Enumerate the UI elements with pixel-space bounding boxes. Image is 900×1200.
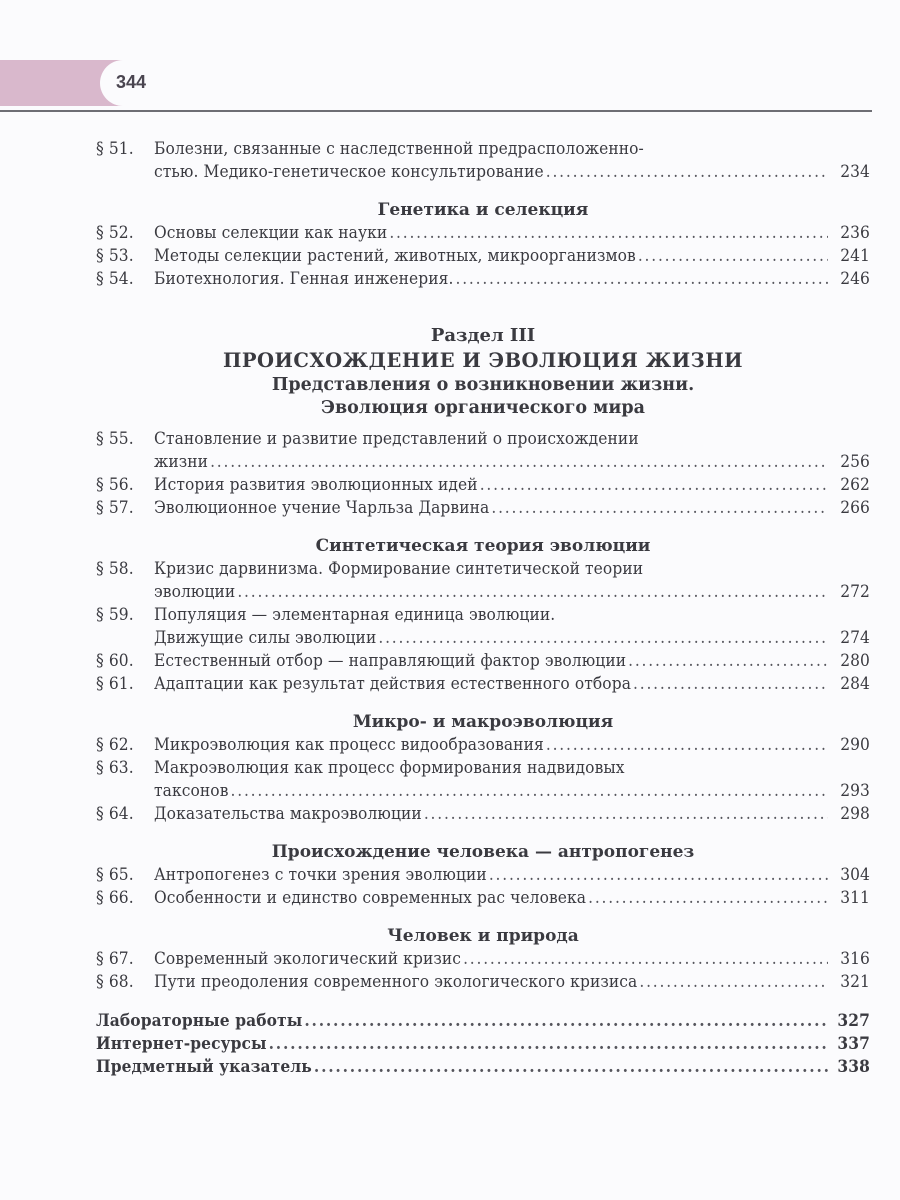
entry-line [154,734,870,757]
entry-body [154,971,870,994]
dot-leader [480,474,828,497]
dot-leader [463,948,828,971]
entry-body [154,604,870,650]
section-subtitle-line-1: Представления о возникновении жизни. [271,375,695,395]
dot-leader [210,451,828,474]
toc-entry[interactable] [96,268,870,291]
entry-line [96,1056,870,1079]
toc-group [96,711,870,826]
entry-body [154,887,870,910]
entry-body [154,864,870,887]
entry-line [154,451,870,474]
toc-entry[interactable] [96,948,870,971]
page-ref[interactable]: 262 [840,475,870,495]
toc-entry[interactable] [96,673,870,696]
entry-title-text: Естественный отбор — направляющий фактор эволюции [154,651,627,671]
entry-line [154,268,870,291]
group-heading: Микро- и макроэволюция [352,712,614,732]
page-ref[interactable]: 327 [837,1011,870,1031]
dot-leader [489,864,828,887]
dot-leader [588,887,828,910]
entry-title-text: История развития эволюционных идей [154,475,478,495]
page-ref[interactable]: 236 [840,223,870,243]
page-ref[interactable]: 272 [840,582,870,602]
entry-body [154,650,870,673]
paragraph-number: § 64. [96,804,134,824]
entry-body [154,222,870,245]
entry-line [154,474,870,497]
toc-entry[interactable] [96,757,870,803]
toc-entry[interactable] [96,222,870,245]
entry-title-text: Болезни, связанные с наследственной предрасположенно- [154,139,644,159]
entry-title-text: Методы селекции растений, животных, микроорганизмов [154,246,636,266]
paragraph-number: § 51. [96,139,134,159]
paragraph-number: § 61. [96,674,134,694]
paragraph-number: § 52. [96,223,134,243]
paragraph-number: § 54. [96,269,134,289]
entry-body [96,1056,870,1079]
entry-line [154,222,870,245]
entry-line [154,887,870,910]
dot-leader [639,971,828,994]
entry-title-text: Особенности и единство современных рас человека [154,888,587,908]
toc-intro-entries [96,138,870,184]
toc-entry[interactable] [96,604,870,650]
dot-leader [304,1010,828,1033]
page-ref[interactable]: 298 [840,804,870,824]
paragraph-number: § 62. [96,735,134,755]
dot-leader [546,161,828,184]
toc-groups-before-section [96,199,870,291]
section-label: Раздел III [430,325,536,346]
group-heading: Синтетическая теория эволюции [315,536,651,556]
page-ref[interactable]: 311 [840,888,870,908]
page-ref[interactable]: 280 [840,651,870,671]
toc-entry[interactable] [96,497,870,520]
entry-title-text: эволюции [154,582,236,602]
entry-body [154,734,870,757]
page-ref[interactable]: 304 [840,865,870,885]
entry-body [154,757,870,803]
toc-entry[interactable] [96,971,870,994]
paragraph-number: § 53. [96,246,134,266]
entry-body [96,1033,870,1056]
section-heading-block [96,324,870,420]
entry-line [96,1033,870,1056]
entry-body [154,138,870,184]
entry-title-text: Современный экологический кризис [154,949,462,969]
entry-title-text: Биотехнология. Генная инженерия. [154,269,454,289]
dot-leader [424,803,828,826]
section-subtitle-line-2: Эволюция органического мира [321,398,645,418]
entry-line [154,558,870,581]
section-title: ПРОИСХОЖДЕНИЕ И ЭВОЛЮЦИЯ ЖИЗНИ [222,349,744,372]
page-ref[interactable]: 290 [840,735,870,755]
entry-title-text: жизни [154,452,209,472]
paragraph-number: § 68. [96,972,134,992]
entry-line [154,673,870,696]
entry-title-text: таксонов [154,781,229,801]
section-entries [96,428,870,520]
entry-title-text: Макроэволюция как процесс формирования надвидовых [154,758,625,778]
entry-body [154,428,870,474]
page-ref[interactable]: 256 [840,452,870,472]
entry-line [96,1010,870,1033]
entry-body [154,268,870,291]
entry-title-text: Движущие силы эволюции [154,628,377,648]
entry-line [154,138,870,161]
dot-leader [628,650,828,673]
page-ref[interactable]: 284 [840,674,870,694]
entry-line [154,757,870,780]
dot-leader [269,1033,828,1056]
entry-title-text: Эволюционное учение Чарльза Дарвина [154,498,490,518]
paragraph-number: § 56. [96,475,134,495]
toc-entry[interactable] [96,734,870,757]
dot-leader [638,245,828,268]
entry-line [154,161,870,184]
dot-leader [231,780,828,803]
dot-leader [491,497,828,520]
entry-body [154,474,870,497]
backmatter-entry[interactable] [96,1010,870,1033]
paragraph-number: § 65. [96,865,134,885]
paragraph-number: § 55. [96,429,134,449]
entry-line [154,627,870,650]
entry-title-text: Пути преодоления современного экологического кризиса [154,972,638,992]
dot-leader [455,268,828,291]
paragraph-number: § 67. [96,949,134,969]
entry-line [154,245,870,268]
page-ref[interactable]: 293 [840,781,870,801]
table-of-contents [96,138,870,1079]
page-ref[interactable]: 274 [840,628,870,648]
page-ref[interactable]: 246 [840,269,870,289]
dot-leader [546,734,828,757]
entry-body [154,497,870,520]
toc-group [96,925,870,994]
page-ref[interactable]: 321 [840,972,870,992]
dot-leader [314,1056,828,1079]
backmatter-entry[interactable] [96,1056,870,1079]
page-ref[interactable]: 338 [837,1057,870,1077]
toc-group [96,535,870,696]
paragraph-number: § 60. [96,651,134,671]
backmatter-title: Лабораторные работы [96,1011,303,1031]
entry-title-text: Кризис дарвинизма. Формирование синтетической теории [154,559,644,579]
backmatter-title: Интернет-ресурсы [96,1034,267,1054]
backmatter-entry[interactable] [96,1033,870,1056]
paragraph-number: § 58. [96,559,134,579]
dot-leader [389,222,828,245]
entry-body [154,558,870,604]
page-ref[interactable]: 337 [837,1034,870,1054]
entry-line [154,497,870,520]
entry-line [154,581,870,604]
page-ref[interactable]: 316 [840,949,870,969]
entry-line [154,971,870,994]
toc-entry[interactable] [96,864,870,887]
group-heading: Генетика и селекция [377,200,589,220]
page-ref[interactable]: 266 [840,498,870,518]
paragraph-number: § 59. [96,605,134,625]
entry-title-text: Антропогенез с точки зрения эволюции [154,865,487,885]
paragraph-number: § 63. [96,758,134,778]
toc-entry[interactable] [96,887,870,910]
entry-line [154,864,870,887]
paragraph-number: § 57. [96,498,134,518]
toc-backmatter [96,1010,870,1079]
entry-body [154,803,870,826]
entry-title-text: Доказательства макроэволюции [154,804,422,824]
toc-entry[interactable] [96,558,870,604]
group-heading: Человек и природа [387,926,579,946]
entry-body [154,673,870,696]
toc-entry[interactable] [96,245,870,268]
entry-line [154,948,870,971]
toc-entry[interactable] [96,650,870,673]
entry-line [154,604,870,627]
backmatter-title: Предметный указатель [96,1057,312,1077]
toc-groups [96,535,870,994]
entry-body [154,245,870,268]
page-ref[interactable]: 241 [840,246,870,266]
page-number: 344 [116,72,147,92]
entry-title-text: стью. Медико-генетическое консультирование [154,162,544,182]
dot-leader [633,673,828,696]
header-rule [0,110,872,112]
toc-entry[interactable] [96,474,870,497]
entry-line [154,650,870,673]
toc-entry[interactable] [96,428,870,474]
entry-line [154,803,870,826]
toc-entry[interactable] [96,803,870,826]
toc-entry[interactable] [96,138,870,184]
entry-body [154,948,870,971]
entry-title-text: Микроэволюция как процесс видообразования [154,735,544,755]
dot-leader [378,627,828,650]
paragraph-number: § 66. [96,888,134,908]
entry-title-text: Популяция — элементарная единица эволюции. [154,605,556,625]
entry-line [154,428,870,451]
entry-body [96,1010,870,1033]
entry-title-text: Адаптации как результат действия естественного отбора [154,674,632,694]
dot-leader [237,581,828,604]
page-ref[interactable]: 234 [840,162,870,182]
entry-title-text: Становление и развитие представлений о происхождении [154,429,639,449]
toc-group [96,199,870,291]
toc-group [96,841,870,910]
entry-line [154,780,870,803]
entry-title-text: Основы селекции как науки [154,223,388,243]
group-heading: Происхождение человека — антропогенез [271,842,695,862]
